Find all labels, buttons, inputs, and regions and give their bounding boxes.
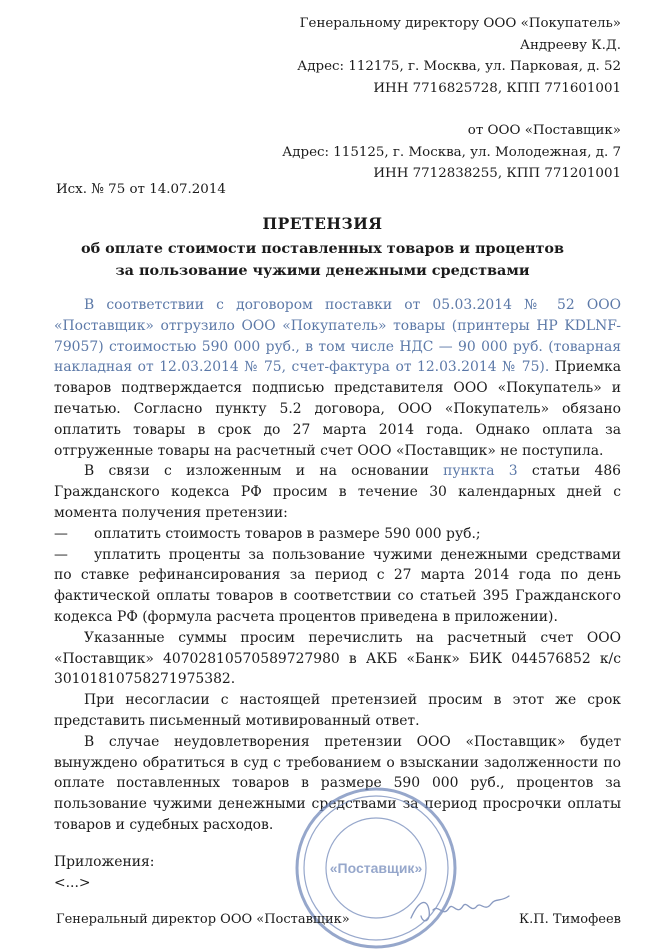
recipient-line: Генеральному директору ООО «Покупатель»: [299, 16, 621, 31]
signatory-name: К.П. Тимофеев: [519, 912, 621, 927]
document-title: ПРЕТЕНЗИЯ: [262, 214, 383, 233]
law-reference: пункта 3: [443, 463, 518, 480]
letter-body: [54, 295, 621, 836]
dash-marker: —: [54, 525, 68, 542]
outgoing-number: Исх. № 75 от 14.07.2014: [56, 182, 226, 197]
handwritten-signature: [405, 888, 515, 930]
paragraph-text: В связи с изложенным и на основании: [84, 463, 444, 480]
list-item-text: уплатить проценты за пользование чужими денежными средствами по ставке рефинансирования за период с 27 марта 2014 года по день фактической оплаты товаров в соответствии со статьей 395 Гражданского кодекса РФ (формула расчета процентов приведена в приложении).: [54, 546, 621, 625]
highlighted-text: В соответствии с договором поставки от 05.03.2014 № 52 ООО «Поставщик» отгрузило ООО «Покупатель» товары (принтеры HP KDLNF-79057) стоимостью 590 000 руб., в том числе НДС — 90 000 руб. (товарная накладная от 12.03.2014 № 75, счет-фактура от 12.03.2014 № 75).: [54, 297, 621, 376]
document-subtitle: [24, 238, 621, 281]
recipient-line: Адрес: 112175, г. Москва, ул. Парковая, д. 52: [297, 59, 621, 74]
attachments: [54, 852, 154, 894]
subtitle-line: за пользование чужими денежными средствами: [115, 261, 530, 279]
paragraph: [54, 461, 621, 523]
attachments-label: Приложения:: [54, 854, 155, 870]
sender-block: [282, 120, 621, 185]
sender-line: ИНН 7712838255, КПП 771201001: [373, 166, 621, 181]
paragraph-text: Приемка товаров подтверждается подписью представителя ООО «Покупатель» и печатью. Согласно пункту 5.2 договора, ООО «Покупатель» обязано оплатить товары в срок до 27 марта 2014 года. Однако оплата за отгруженные товары на расчетный счет ООО «Поставщик» не поступила.: [54, 359, 621, 459]
paragraph: [54, 295, 621, 461]
paragraph: В случае неудовлетворения претензии ООО «Поставщик» будет вынуждено обратиться в суд с требованием о взыскании задолженности по оплате поставленных товаров в размере 590 000 руб., процентов за пользование чужими денежными средствами за период просрочки оплаты товаров и судебных расходов.: [54, 733, 621, 833]
dash-marker: —: [54, 546, 68, 563]
list-item: [54, 545, 621, 628]
subtitle-line: об оплате стоимости поставленных товаров и процентов: [80, 240, 565, 257]
list-item: [54, 524, 621, 545]
paragraph: При несогласии с настоящей претензией просим в этот же срок представить письменный мотивированный ответ.: [54, 692, 621, 729]
sender-line: Адрес: 115125, г. Москва, ул. Молодежная, д. 7: [282, 144, 621, 160]
recipient-block: [297, 13, 621, 99]
signatory-position: Генеральный директор ООО «Поставщик»: [56, 912, 350, 927]
sender-line: от ООО «Поставщик»: [467, 123, 621, 138]
recipient-line: Андрееву К.Д.: [519, 37, 621, 53]
paragraph: Указанные суммы просим перечислить на расчетный счет ООО «Поставщик» 40702810570589727980 в АКБ «Банк» БИК 044576852 к/с 30101810758271975382.: [54, 629, 621, 688]
paragraph-text: статьи 486 Гражданского кодекса РФ просим в течение 30 календарных дней с момента получения претензии:: [54, 463, 621, 521]
stamp-center-text: «Поставщик»: [329, 860, 423, 876]
list-item-text: оплатить стоимость товаров в размере 590 000 руб.;: [94, 525, 481, 542]
attachments-value: <...>: [54, 874, 91, 891]
recipient-line: ИНН 7716825728, КПП 771601001: [373, 80, 621, 96]
